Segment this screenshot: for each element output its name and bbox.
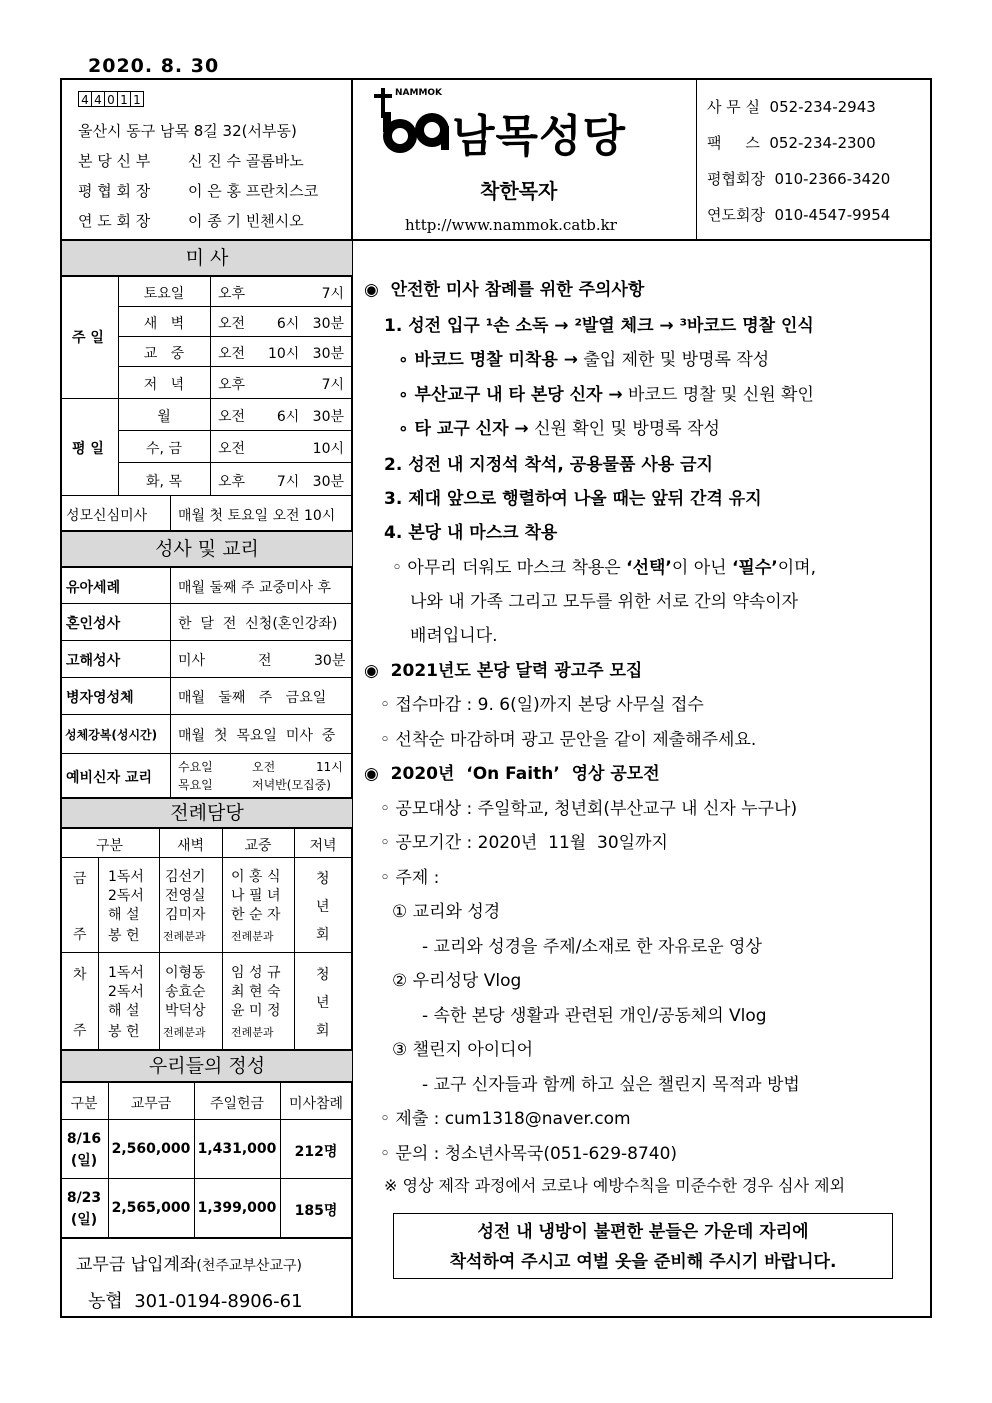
postal-digit: 1 [130, 91, 144, 107]
sacred-heart-label: 성모신심미사 [66, 508, 148, 524]
contact-council: 평협회장 010-2366-3420 [707, 170, 891, 188]
staff-role: 연 도 회 장 [78, 212, 151, 230]
rule [60, 495, 352, 496]
sacred-heart-value: 매월 첫 토요일 오전 10시 [178, 508, 336, 524]
staff-name: 이 종 기 빈첸시오 [188, 212, 304, 230]
rule [60, 275, 352, 277]
liturgy-role: 2독서 [108, 984, 144, 1000]
liturgy-evening: 청 [316, 967, 330, 983]
catechumen-day: 목요일 [178, 778, 213, 792]
sacrament-value: 전 [258, 653, 272, 669]
liturgy-person: 박덕상 [165, 1003, 206, 1019]
rule [60, 1081, 352, 1083]
liturgy-evening: 회 [316, 927, 330, 943]
catechumen-class: 저녁반(모집중) [252, 778, 331, 792]
week-label: 차 [73, 967, 87, 983]
liturgy-header: 전례담당 [62, 799, 352, 827]
contest-submit-email[interactable]: ◦ 제출 : cum1318@naver.com [380, 1109, 631, 1129]
rule [118, 462, 352, 463]
notice-text-part: ◦ 아무리 더워도 마스크 착용은 [392, 558, 627, 578]
mass-ampm: 오전 [218, 409, 246, 425]
liturgy-person: 전례분과 [163, 1026, 206, 1039]
liturgy-role: 봉 헌 [108, 1024, 140, 1040]
offering-date: 8/16 [66, 1131, 102, 1147]
logo-small-text: NAMMOK [395, 88, 443, 98]
mass-day: 수, 금 [146, 441, 182, 457]
staff-name: 이 은 홍 프란치스코 [188, 182, 319, 200]
liturgy-person: 윤 미 정 [231, 1003, 281, 1019]
sacrament-value: 미사 [178, 653, 206, 669]
notice-text: ◦ 공모기간 : 2020년 11월 30일까지 [380, 833, 668, 853]
liturgy-person: 한 순 자 [231, 907, 281, 923]
rule [118, 366, 352, 367]
rule [60, 952, 352, 953]
notice-text: ◦ 선착순 마감하며 광고 문안을 같이 제출해주세요. [380, 730, 757, 750]
mass-ampm: 오전 [218, 441, 246, 457]
notice-emphasis: ‘필수’ [731, 558, 778, 578]
mass-day: 교 중 [143, 346, 185, 362]
mass-day: 새 벽 [143, 316, 185, 332]
notice-bullet-lead: ∘ 부산교구 내 타 본당 신자 → [398, 385, 623, 405]
mass-time: 7시 [321, 377, 344, 393]
rule [60, 677, 352, 678]
notice-title-contest: ◉ 2020년 ‘On Faith’ 영상 공모전 [364, 764, 660, 784]
notice-item: 2. 성전 내 지정석 착석, 공용물품 사용 금지 [384, 455, 713, 475]
notice-title-calendar: ◉ 2021년도 본당 달력 광고주 모집 [364, 661, 643, 681]
sacrament-label: 병자영성체 [66, 690, 134, 706]
notice-bullet [398, 345, 769, 370]
mass-day: 화, 목 [146, 474, 182, 490]
sacrament-label: 유아세례 [66, 580, 121, 596]
cooling-notice-line: 착석하여 주시고 여벌 옷을 준비해 주시기 바랍니다. [449, 1252, 837, 1272]
rule [118, 306, 352, 307]
liturgy-person: 김선기 [165, 869, 206, 885]
notice-emphasis: ‘선택’ [626, 558, 672, 578]
notice-text-part: 이며, [777, 558, 816, 578]
offering-col-header: 미사참례 [288, 1096, 344, 1112]
contest-topic: ① 교리와 성경 [392, 902, 501, 922]
liturgy-role: 1독서 [108, 869, 144, 885]
liturgy-role: 봉 헌 [108, 928, 140, 944]
liturgy-person: 이형동 [165, 965, 206, 981]
liturgy-person: 송효순 [165, 984, 206, 1000]
liturgy-person: 전영실 [165, 888, 206, 904]
rule [118, 430, 352, 431]
offering-dues: 2,560,000 [111, 1141, 191, 1157]
postal-digit: 0 [104, 91, 118, 107]
offering-attendance: 185명 [294, 1203, 338, 1219]
notice-bullet-text: 출입 제한 및 방명록 작성 [583, 350, 770, 370]
notice-text [392, 553, 816, 578]
mass-time: 6시 30분 [276, 409, 344, 425]
rule [60, 1178, 352, 1179]
liturgy-col-header: 새벽 [176, 838, 205, 854]
notice-text: 나와 내 가족 그리고 모두를 위한 서로 간의 약속이자 [410, 592, 799, 612]
postal-digit: 1 [117, 91, 131, 107]
mass-col-line [170, 496, 171, 530]
liturgy-col-header: 교중 [244, 838, 272, 854]
staff-name: 신 진 수 골롬바노 [188, 152, 304, 170]
contact-office: 사 무 실 052-234-2943 [707, 98, 876, 116]
notice-item: 1. 성전 입구 ¹손 소독 → ²발열 체크 → ³바코드 명찰 인식 [384, 316, 814, 336]
account-number: 농협 301-0194-8906-61 [88, 1291, 303, 1312]
offering-collection: 1,431,000 [197, 1141, 277, 1157]
church-address: 울산시 동구 남목 8길 32(서부동) [78, 122, 297, 140]
notice-bullet-text: 신원 확인 및 방명록 작성 [534, 419, 720, 439]
staff-role: 평 협 회 장 [78, 182, 151, 200]
contest-note: ※ 영상 제작 과정에서 코로나 예방수칙을 미준수한 경우 심사 제외 [384, 1176, 846, 1195]
liturgy-role: 해 설 [108, 1003, 140, 1019]
offering-col-header: 구분 [70, 1096, 98, 1112]
postal-digit: 4 [91, 91, 105, 107]
liturgy-col-header: 저녁 [309, 838, 337, 854]
liturgy-col-line [159, 829, 160, 1050]
postal-digit: 4 [78, 91, 92, 107]
liturgy-evening: 년 [316, 995, 330, 1011]
offering-collection: 1,399,000 [197, 1200, 277, 1216]
offering-date: 8/23 [66, 1190, 102, 1206]
notice-text: ◦ 접수마감 : 9. 6(일)까지 본당 사무실 접수 [380, 695, 704, 715]
postal-code [78, 91, 143, 107]
liturgy-evening: 회 [316, 1023, 330, 1039]
liturgy-role: 1독서 [108, 965, 144, 981]
liturgy-col-line [294, 829, 295, 1050]
offerings-header: 우리들의 정성 [62, 1051, 352, 1081]
mass-ampm: 오전 [218, 316, 246, 332]
mass-time: 7시 [321, 286, 344, 302]
rule [60, 1237, 352, 1239]
notice-bullet-lead: ∘ 타 교구 신자 → [398, 419, 529, 439]
week-label: 주 [73, 1023, 87, 1039]
logo-text: 남목성당 [452, 111, 627, 162]
rule [60, 566, 352, 568]
sacrament-value: 매월 둘째 주 교중미사 후 [178, 580, 332, 596]
liturgy-person: 전례분과 [163, 930, 206, 943]
liturgy-person: 이 홍 식 [231, 869, 281, 885]
cooling-notice-line: 성전 내 냉방이 불편한 분들은 가운데 자리에 [477, 1222, 809, 1242]
rule [60, 857, 352, 858]
liturgy-evening: 년 [316, 899, 330, 915]
mass-ampm: 오후 [218, 286, 246, 302]
contact-fax: 팩 스 052-234-2300 [707, 134, 876, 152]
sacraments-header: 성사 및 교리 [62, 532, 352, 566]
liturgy-evening: 청 [316, 871, 330, 887]
notice-bullet-lead: ∘ 바코드 명찰 미착용 → [398, 350, 578, 370]
mass-day: 토요일 [143, 286, 185, 302]
sacrament-value: 매월 첫 목요일 미사 중 [178, 728, 336, 744]
church-motto: 착한목자 [480, 179, 558, 203]
sacrament-value: 30분 [314, 653, 346, 669]
catechumen-day: 수요일 [178, 760, 213, 774]
notice-item: 3. 제대 앞으로 행렬하여 나올 때는 앞뒤 간격 유지 [384, 489, 762, 509]
rule [118, 336, 352, 337]
account-title-text: 교무금 납입계좌 [76, 1255, 197, 1275]
mass-day: 저 녁 [143, 377, 185, 393]
offering-day: (일) [70, 1153, 98, 1169]
contest-topic-desc: - 교리와 성경을 주제/소재로 한 자유로운 영상 [422, 937, 762, 957]
weekday-label: 평 일 [72, 441, 104, 457]
rule [60, 827, 352, 829]
liturgy-person: 임 성 규 [231, 965, 281, 981]
liturgy-person: 나 필 녀 [231, 888, 281, 904]
offering-attendance: 212명 [294, 1144, 338, 1160]
sacrament-value: 한 달 전 신청(혼인강좌) [178, 616, 338, 632]
sacrament-label: 혼인성사 [66, 616, 121, 632]
rule [60, 640, 352, 641]
liturgy-person: 김미자 [165, 907, 206, 923]
mass-ampm: 오전 [218, 346, 246, 362]
offering-col-header: 교무금 [130, 1096, 172, 1112]
liturgy-col-line [222, 829, 223, 1050]
offering-col-header: 주일헌금 [209, 1096, 265, 1112]
mass-ampm: 오후 [218, 474, 246, 490]
mass-time: 10시 30분 [267, 346, 344, 362]
sacrament-label: 성체강복(성시간) [65, 728, 158, 742]
notice-text: ◦ 주제 : [380, 868, 440, 888]
sacrament-value: 매월 둘째 주 금요일 [178, 690, 327, 706]
contact-rosary: 연도회장 010-4547-9954 [707, 206, 891, 224]
notice-text-part: 이 아닌 [671, 558, 732, 578]
week-label: 금 [73, 871, 87, 887]
mass-ampm: 오후 [218, 377, 246, 393]
notice-bullet [398, 414, 720, 439]
notice-text: ◦ 공모대상 : 주일학교, 청년회(부산교구 내 신자 누구나) [380, 799, 798, 819]
week-label: 주 [73, 927, 87, 943]
contest-topic-desc: - 속한 본당 생활과 관련된 개인/공동체의 Vlog [422, 1006, 767, 1026]
contest-topic-desc: - 교구 신자들과 함께 하고 싶은 챌린지 목적과 방법 [422, 1075, 800, 1095]
rule [60, 1119, 352, 1120]
rule [60, 398, 352, 399]
liturgy-col-line [98, 858, 99, 1050]
notice-bullet-text: 바코드 명찰 및 신원 확인 [628, 385, 814, 405]
liturgy-role: 해 설 [108, 907, 140, 923]
liturgy-person: 최 현 숙 [231, 984, 281, 1000]
staff-role: 본 당 신 부 [78, 152, 151, 170]
mass-time: 7시 30분 [276, 474, 344, 490]
liturgy-role: 2독서 [108, 888, 144, 904]
notice-title-safety: ◉ 안전한 미사 참례를 위한 주의사항 [364, 280, 645, 300]
mass-day: 월 [157, 409, 171, 425]
rule [60, 603, 352, 604]
cooling-notice-box [393, 1213, 893, 1279]
contest-topic: ② 우리성당 Vlog [392, 971, 522, 991]
catechumen-label: 예비신자 교리 [66, 770, 153, 786]
bulletin-date: 2020. 8. 30 [88, 55, 220, 77]
catechumen-time: 11시 [316, 760, 343, 774]
notice-bullet [398, 380, 814, 405]
notice-text: 배려입니다. [410, 626, 498, 646]
header-divider [696, 78, 697, 240]
offering-day: (일) [70, 1212, 98, 1228]
mass-time: 6시 30분 [276, 316, 344, 332]
contest-topic: ③ 챌린지 아이디어 [392, 1040, 534, 1060]
offering-dues: 2,565,000 [111, 1200, 191, 1216]
church-url[interactable]: http://www.nammok.catb.kr [405, 216, 617, 234]
account-title [76, 1250, 302, 1275]
sacrament-label: 고해성사 [66, 653, 121, 669]
notice-item: 4. 본당 내 마스크 착용 [384, 523, 558, 543]
catechumen-ampm: 오전 [252, 760, 276, 774]
liturgy-person: 전례분과 [231, 1026, 274, 1039]
mass-time: 10시 [312, 441, 344, 457]
rule [60, 753, 352, 754]
sunday-label: 주 일 [72, 330, 104, 346]
contest-inquiry: ◦ 문의 : 청소년사목국(051-629-8740) [380, 1144, 678, 1164]
mass-header: 미 사 [62, 241, 352, 275]
rule [60, 714, 352, 715]
liturgy-col-header: 구분 [95, 838, 124, 854]
account-diocese: (천주교부산교구) [196, 1258, 302, 1274]
liturgy-person: 전례분과 [231, 930, 274, 943]
